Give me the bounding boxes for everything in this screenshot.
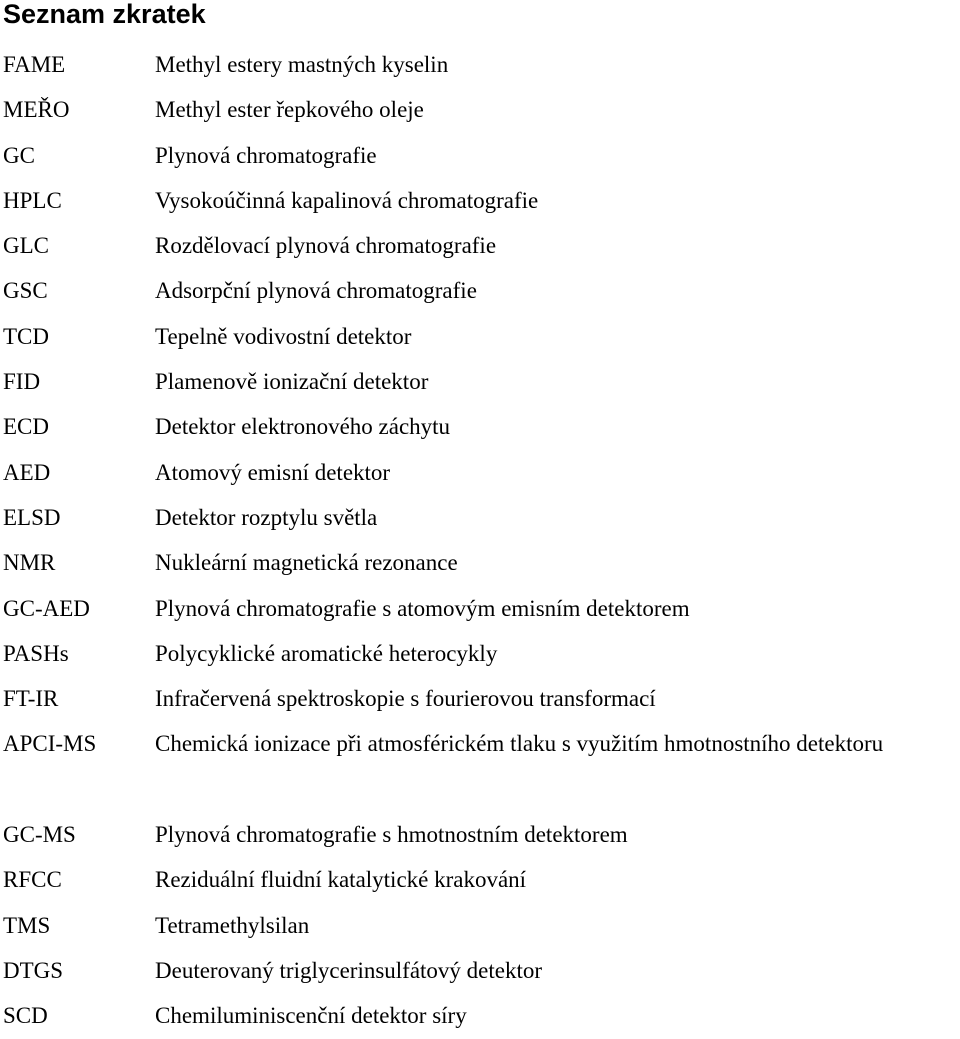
abbreviation: APCI-MS — [3, 731, 97, 757]
abbreviation-meaning: Adsorpční plynová chromatografie — [155, 278, 477, 304]
abbreviation-meaning: Detektor rozptylu světla — [155, 504, 378, 530]
abbreviation-meaning: Chemická ionizace při atmosférickém tlaku s využitím hmotnostního detektoru — [155, 731, 884, 757]
abbreviation: TMS — [3, 912, 51, 938]
abbreviation-row — [0, 450, 960, 495]
abbreviation: PASHs — [3, 640, 69, 666]
abbreviation-row — [0, 857, 960, 902]
abbreviation-meaning: Reziduální fluidní katalytické krakování — [155, 867, 527, 893]
abbreviation-row — [0, 223, 960, 268]
abbreviation-row — [0, 948, 960, 993]
abbreviation-row — [0, 586, 960, 631]
abbreviation: AED — [3, 459, 51, 485]
abbreviation: FID — [3, 369, 41, 395]
abbreviation-meaning: Polycyklické aromatické heterocykly — [155, 640, 498, 666]
abbreviation-meaning: Deuterovaný triglycerinsulfátový detektor — [155, 957, 543, 983]
abbreviation-row — [0, 721, 960, 812]
abbreviation-row — [0, 359, 960, 404]
abbreviation-row — [0, 42, 960, 87]
abbreviation-row — [0, 404, 960, 449]
abbreviation-row — [0, 178, 960, 223]
abbreviation-meaning: Rozdělovací plynová chromatografie — [155, 233, 497, 259]
abbreviation-row — [0, 133, 960, 178]
abbreviation: DTGS — [3, 957, 64, 983]
abbreviation-meaning: Nukleární magnetická rezonance — [155, 550, 458, 576]
abbreviation-row — [0, 87, 960, 132]
abbreviation-meaning: Plynová chromatografie s hmotnostním detektorem — [155, 822, 628, 848]
abbreviation-meaning: Plynová chromatografie — [155, 142, 377, 168]
abbreviation-row — [0, 631, 960, 676]
abbreviation: HPLC — [3, 187, 62, 213]
abbreviation-meaning: Plynová chromatografie s atomovým emisním detektorem — [155, 595, 690, 621]
abbreviation: FT-IR — [3, 686, 59, 712]
abbreviation-meaning: Methyl ester řepkového oleje — [155, 97, 424, 123]
abbreviation-row — [0, 676, 960, 721]
abbreviation: ELSD — [3, 504, 61, 530]
abbreviation-meaning: Detektor elektronového záchytu — [155, 414, 451, 440]
abbreviation-row — [0, 495, 960, 540]
abbreviation-meaning: Tetramethylsilan — [155, 912, 310, 938]
abbreviation-row — [0, 268, 960, 313]
abbreviation: GLC — [3, 233, 49, 259]
abbreviation-meaning: Plamenově ionizační detektor — [155, 369, 429, 395]
abbreviation-meaning: Infračervená spektroskopie s fourierovou transformací — [155, 686, 656, 712]
abbreviation-meaning: Methyl estery mastných kyselin — [155, 52, 449, 77]
page-title: Seznam zkratek — [3, 0, 206, 29]
abbreviation-list — [0, 42, 960, 1039]
abbreviation-meaning: Vysokoúčinná kapalinová chromatografie — [155, 187, 539, 213]
abbreviation: GC-AED — [3, 595, 90, 621]
abbreviation: SCD — [3, 1003, 48, 1029]
abbreviation: MEŘO — [3, 97, 70, 123]
abbreviation: GC-MS — [3, 822, 76, 848]
abbreviation: GSC — [3, 278, 48, 304]
abbreviation-meaning: Chemiluminiscenční detektor síry — [155, 1003, 467, 1029]
abbreviation-meaning: Atomový emisní detektor — [155, 459, 391, 485]
abbreviation-row — [0, 314, 960, 359]
abbreviation: ECD — [3, 414, 49, 440]
abbreviation-row — [0, 903, 960, 948]
abbreviation-row — [0, 812, 960, 857]
abbreviation-meaning: Tepelně vodivostní detektor — [155, 323, 412, 349]
abbreviation: NMR — [3, 550, 56, 576]
abbreviation: GC — [3, 142, 35, 168]
abbreviation: RFCC — [3, 867, 62, 893]
abbreviation: TCD — [3, 323, 49, 349]
abbreviation-row — [0, 540, 960, 585]
abbreviation-row — [0, 993, 960, 1038]
abbreviation: FAME — [3, 52, 66, 77]
